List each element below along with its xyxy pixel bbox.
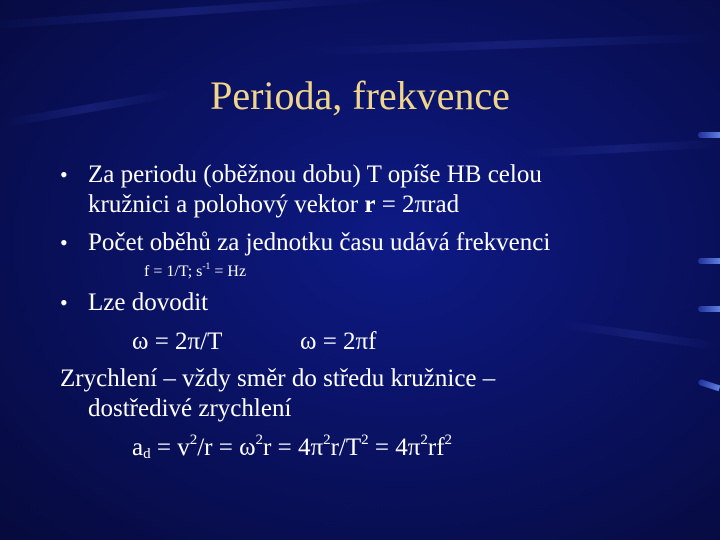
text-run: = v	[150, 434, 190, 461]
text-run: /r = ω	[197, 434, 256, 461]
equation-omega-frequency: ω = 2πf	[300, 328, 377, 355]
text-run: = 2πrad	[375, 191, 460, 218]
bullet-marker: •	[60, 290, 68, 315]
equation-omega-period: ω = 2π/T	[132, 328, 223, 355]
vector-r: r	[364, 191, 376, 218]
superscript: 2	[255, 431, 264, 448]
superscript: 2	[189, 431, 198, 448]
text-run: f = 1/T; s	[144, 263, 203, 280]
bullet-marker: •	[60, 230, 68, 255]
text-run: r = 4π	[263, 434, 324, 461]
text-run: rf	[427, 434, 445, 461]
paragraph-line-1: Zrychlení – vždy směr do středu kružnice –	[60, 365, 496, 392]
slide-title: Perioda, frekvence	[210, 73, 510, 118]
centripetal-acceleration-formula	[132, 433, 452, 463]
text-run: r/T	[330, 434, 362, 461]
bullet-2: Počet oběhů za jednotku času udává frekvenci	[88, 229, 551, 256]
subscript: d	[143, 446, 151, 462]
bullet-3: Lze dovodit	[88, 289, 209, 316]
superscript: -1	[202, 260, 211, 272]
text-run: kružnici a polohový vektor	[88, 191, 365, 218]
bullet-1-line-2	[88, 190, 459, 220]
superscript: 2	[420, 431, 428, 448]
superscript: 2	[361, 431, 369, 448]
text-run: = Hz	[210, 263, 247, 280]
bullet-marker: •	[60, 162, 68, 187]
superscript: 2	[444, 431, 453, 448]
superscript: 2	[323, 431, 331, 448]
text-run: a	[132, 434, 144, 461]
paragraph-line-2: dostředivé zrychlení	[88, 395, 292, 422]
frequency-definition	[144, 262, 246, 282]
text-run: = 4π	[368, 434, 421, 461]
bullet-1-line-1: Za periodu (oběžnou dobu) T opíše HB celou	[88, 161, 542, 188]
